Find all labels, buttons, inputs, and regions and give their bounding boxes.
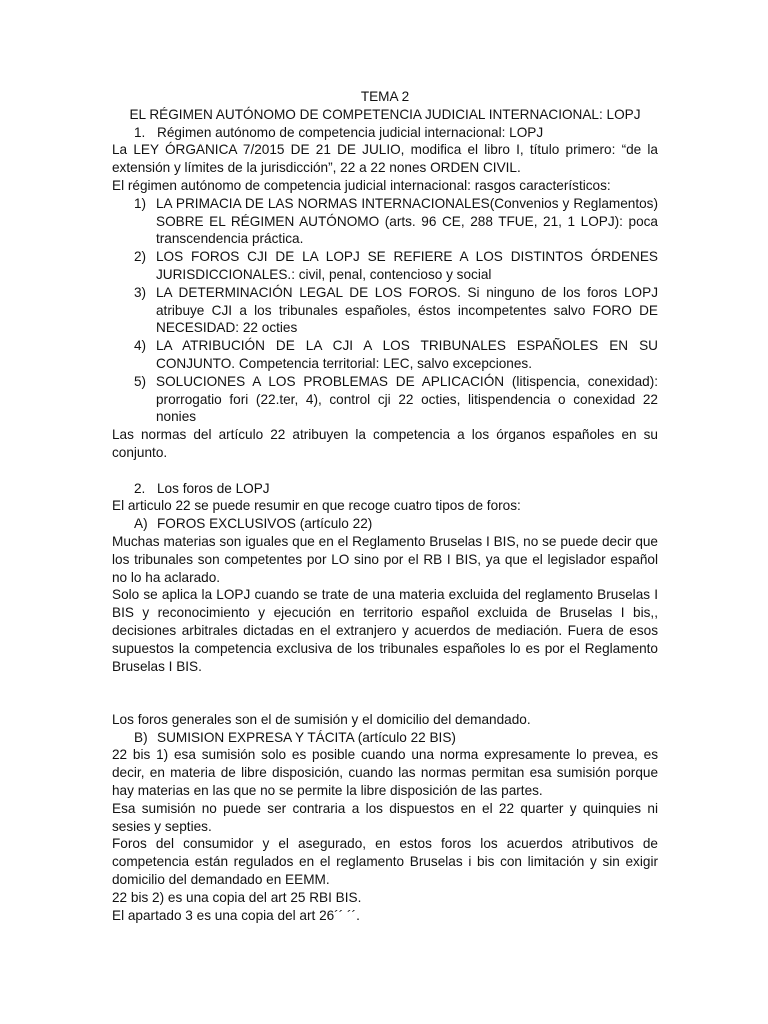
list-item <box>112 284 658 337</box>
list-item-number: 4) <box>134 338 147 354</box>
subsection-a-letter: A) <box>134 516 148 532</box>
paragraph: Las normas del artículo 22 atribuyen la competencia a los órganos españoles en su conjunto. <box>112 427 658 460</box>
document-body <box>112 88 658 924</box>
list-item-text: LA DETERMINACIÓN LEGAL DE LOS FOROS. Si ninguno de los foros LOPJ atribuye CJI a los tribunales españoles, éstos incompetentes salvo FORO DE NECESIDAD: 22 octies <box>156 284 658 336</box>
subsection-b-title: SUMISION EXPRESA Y TÁCITA (artículo 22 BIS) <box>157 729 456 745</box>
blank-line <box>112 462 658 480</box>
paragraph: Muchas materias son iguales que en el Reglamento Bruselas I BIS, no se puede decir que los tribunales son competentes por LO sino por el RB I BIS, ya que el legislador español no lo ha aclarado. <box>112 533 658 585</box>
topic-heading: TEMA 2 <box>360 89 410 104</box>
list-item <box>112 195 658 248</box>
section-1-heading <box>112 124 658 142</box>
list-item <box>112 337 658 373</box>
paragraph: Foros del consumidor y el asegurado, en estos foros los acuerdos atributivos de competencia están regulados en el reglamento Bruselas i bis con limitación y sin exigir domicilio del demandado en EEMM. <box>112 836 658 888</box>
subsection-a-title: FOROS EXCLUSIVOS (artículo 22) <box>157 516 373 532</box>
list-item <box>112 248 658 284</box>
section-1-number: 1. <box>134 124 146 140</box>
list-item-text: LA PRIMACIA DE LAS NORMAS INTERNACIONALES(Convenios y Reglamentos) SOBRE EL RÉGIMEN AUTÓNOMO (arts. 96 CE, 288 TFUE, 21, 1 LOPJ): poca transcendencia práctica. <box>156 195 658 247</box>
paragraph: Los foros generales son el de sumisión y el domicilio del demandado. <box>112 711 531 727</box>
list-item-number: 1) <box>134 195 147 211</box>
document-title: EL RÉGIMEN AUTÓNOMO DE COMPETENCIA JUDICIAL INTERNACIONAL: LOPJ <box>129 106 641 122</box>
paragraph: Esa sumisión no puede ser contraria a los dispuestos en el 22 quarter y quinquies ni sesies y septies. <box>112 800 658 834</box>
paragraph: 22 bis 1) esa sumisión solo es posible cuando una norma expresamente lo prevea, es decir, en materia de libre disposición, cuando las normas permitan esa sumisión porque hay materias en las que no se permite la libre disposición de las partes. <box>112 747 658 799</box>
section-2-number: 2. <box>134 480 146 496</box>
paragraph: El articulo 22 se puede resumir en que recoge cuatro tipos de foros: <box>112 498 521 514</box>
list-item-number: 5) <box>134 373 147 389</box>
subsection-b-letter: B) <box>134 729 148 745</box>
paragraph: La LEY ÓRGANICA 7/2015 DE 21 DE JULIO, modifica el libro I, título primero: “de la extensión y límites de la jurisdicción”, 22 a 22 nones ORDEN CIVIL. <box>112 142 658 176</box>
section-2-heading <box>112 480 658 498</box>
list-item-text: LOS FOROS CJI DE LA LOPJ SE REFIERE A LOS DISTINTOS ÓRDENES JURISDICCIONALES.: civil, penal, contencioso y social <box>156 249 658 282</box>
list-item <box>112 373 658 426</box>
section-1-title: Régimen autónomo de competencia judicial internacional: LOPJ <box>157 124 544 140</box>
subsection-a-heading <box>112 515 658 533</box>
list-item-number: 2) <box>134 249 147 265</box>
list-item-text: SOLUCIONES A LOS PROBLEMAS DE APLICACIÓN (litispencia, conexidad): prorrogatio fori (22.ter, 4), control cji 22 octies, litispendencia o conexidad 22 nonies <box>156 373 658 425</box>
subsection-b-heading <box>112 729 658 747</box>
paragraph: El régimen autónomo de competencia judicial internacional: rasgos característicos: <box>112 177 611 193</box>
section-2-title: Los foros de LOPJ <box>157 480 270 496</box>
paragraph: El apartado 3 es una copia del art 26´´ ´´. <box>112 907 360 923</box>
paragraph: Solo se aplica la LOPJ cuando se trate de una materia excluida del reglamento Bruselas I BIS y reconocimiento y ejecución en territorio español excluida de Bruselas I bis,, decisiones arbitrales dictadas en el extranjero y acuerdos de mediación. Fuera de esos supuestos la competencia exclusiva de los tribunales españoles lo es por el Reglamento Bruselas I BIS. <box>112 587 658 674</box>
blank-line <box>112 675 658 711</box>
list-item-text: LA ATRIBUCIÓN DE LA CJI A LOS TRIBUNALES ESPAÑOLES EN SU CONJUNTO. Competencia territorial: LEC, salvo excepciones. <box>156 338 658 371</box>
list-item-number: 3) <box>134 284 147 300</box>
paragraph: 22 bis 2) es una copia del art 25 RBI BIS. <box>112 889 362 905</box>
